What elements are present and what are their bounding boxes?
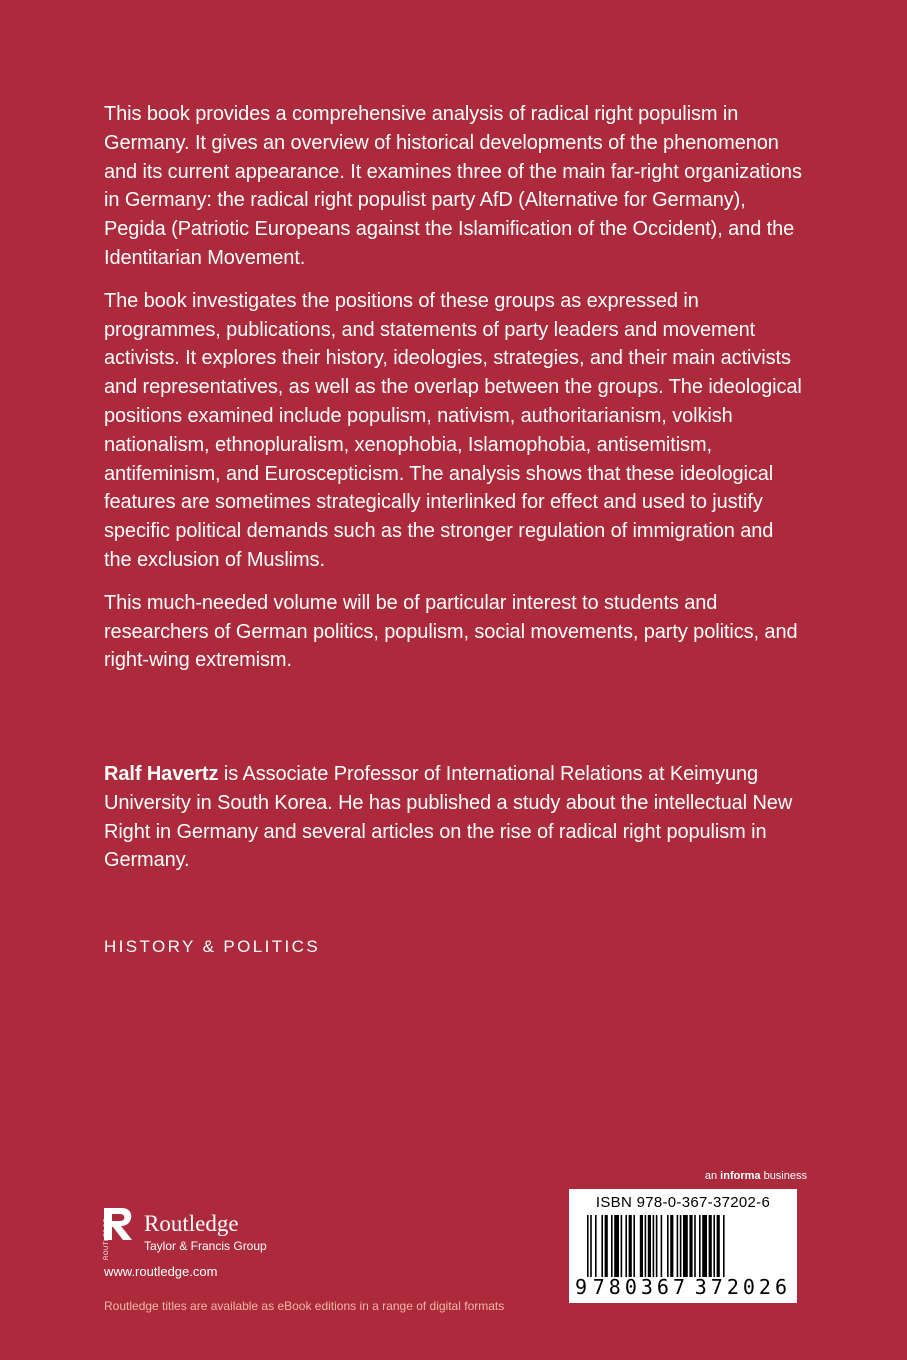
description-paragraph-2: The book investigates the positions of these groups as expressed in programmes, publications, and statements of party leaders and movement activists. It explores their history, ideologies, strategies, and their main activists and representatives, as well as the overlap between the groups. The ideological positions examined include populism, nativism, authoritarianism, volkish nationalism, ethnopluralism, xenophobia, Islamophobia, antisemitism, antifeminism, and Euroscepticism. The analysis shows that these ideological features are sometimes strategically interlinked for effect and used to justify specific political demands such as the stronger regulation of immigration and the exclusion of Muslims. bbox=[104, 289, 802, 571]
publisher-name: Routledge bbox=[144, 1211, 239, 1236]
author-bio bbox=[104, 760, 804, 875]
barcode-digits-right: 372026 bbox=[694, 1275, 791, 1299]
subject-category: HISTORY & POLITICS bbox=[104, 937, 321, 956]
barcode-digits-left: 780367 bbox=[592, 1275, 690, 1299]
ebook-note: Routledge titles are available as eBook editions in a range of digital formats bbox=[104, 1299, 505, 1313]
isbn-label: ISBN 978-0-367-37202-6 bbox=[595, 1194, 771, 1211]
author-bio-text: is Associate Professor of International Relations at Keimyung University in South Korea. He has published a study about the intellectual New Right in Germany and several articles on the rise of radical right populism in Germany. bbox=[104, 763, 793, 872]
barcode-digits bbox=[575, 1275, 791, 1299]
barcode-digit-prefix: 9 bbox=[575, 1275, 588, 1299]
description-paragraph-1: This book provides a comprehensive analysis of radical right populism in Germany. It gives an overview of historical developments of the phenomenon and its current appearance. It examines three of the main far-right organizations in Germany: the radical right populist party AfD (Alternative for Germany), Pegida (Patriotic Europeans against the Islamification of the Occident), and the Identitarian Movement. bbox=[104, 103, 802, 269]
informa-brand: informa bbox=[720, 1170, 761, 1182]
barcode bbox=[569, 1189, 797, 1303]
informa-suffix: business bbox=[760, 1170, 807, 1182]
routledge-logo-icon bbox=[100, 1206, 136, 1262]
informa-tagline bbox=[705, 1170, 807, 1182]
informa-prefix: an bbox=[704, 1170, 721, 1182]
description-paragraph-3: This much-needed volume will be of particular interest to students and researchers of German politics, populism, social movements, party politics, and right-wing extremism. bbox=[104, 591, 798, 672]
publisher-group: Taylor & Francis Group bbox=[144, 1239, 267, 1253]
routledge-vertical-text: ROUTLEDGE bbox=[104, 1218, 110, 1260]
author-name: Ralf Havertz bbox=[104, 763, 219, 785]
book-description bbox=[104, 100, 804, 689]
barcode-bars-icon bbox=[579, 1215, 787, 1277]
publisher-url[interactable]: www.routledge.com bbox=[104, 1264, 218, 1279]
publisher-logo bbox=[100, 1206, 267, 1262]
